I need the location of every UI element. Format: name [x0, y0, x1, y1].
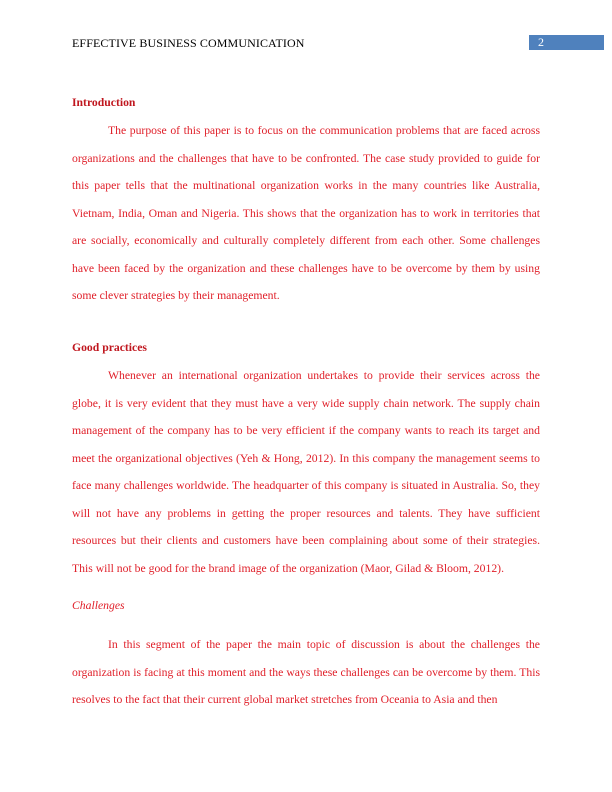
- challenges-paragraph: In this segment of the paper the main topic of discussion is about the challenges the organization is facing at this moment and the ways these challenges can be overcome by them. This resolves to the fact that their current global market stretches from Oceania to Asia and then: [72, 638, 540, 706]
- introduction-paragraph: The purpose of this paper is to focus on the communication problems that are faced across organizations and the challenges that have to be confronted. The case study provided to guide for this paper tells that the multinational organization works in the many countries like Australia, Vietnam, India, Oman and Nigeria. This shows that the organization has to work in territories that are socially, economically and culturally completely different from each other. Some challenges have been faced by the organization and these challenges have to be overcome by them by using some clever strategies by their management.: [72, 124, 540, 302]
- running-header-title: EFFECTIVE BUSINESS COMMUNICATION: [72, 36, 305, 50]
- good-practices-heading: Good practices: [72, 341, 147, 354]
- challenges-section: [72, 631, 540, 714]
- good-practices-paragraph: Whenever an international organization undertakes to provide their services across the globe, it is very evident that they must have a very wide supply chain network. The supply chain management of the company has to be very efficient if the company wants to reach its target and meet the organizational objectives (Yeh & Hong, 2012). In this company the management seems to face many challenges worldwide. The headquarter of this company is situated in Australia. So, they will not have any problems in getting the proper resources and talents. They have sufficient resources but their clients and customers have been complaining about some of their strategies. This will not be good for the brand image of the organization (Maor, Gilad & Bloom, 2012).: [72, 369, 540, 575]
- page-number: 2: [538, 35, 544, 49]
- introduction-section: [72, 117, 540, 310]
- good-practices-section: [72, 362, 540, 582]
- challenges-heading: Challenges: [72, 599, 125, 612]
- page-number-bar: [529, 35, 604, 50]
- introduction-heading: Introduction: [72, 96, 136, 109]
